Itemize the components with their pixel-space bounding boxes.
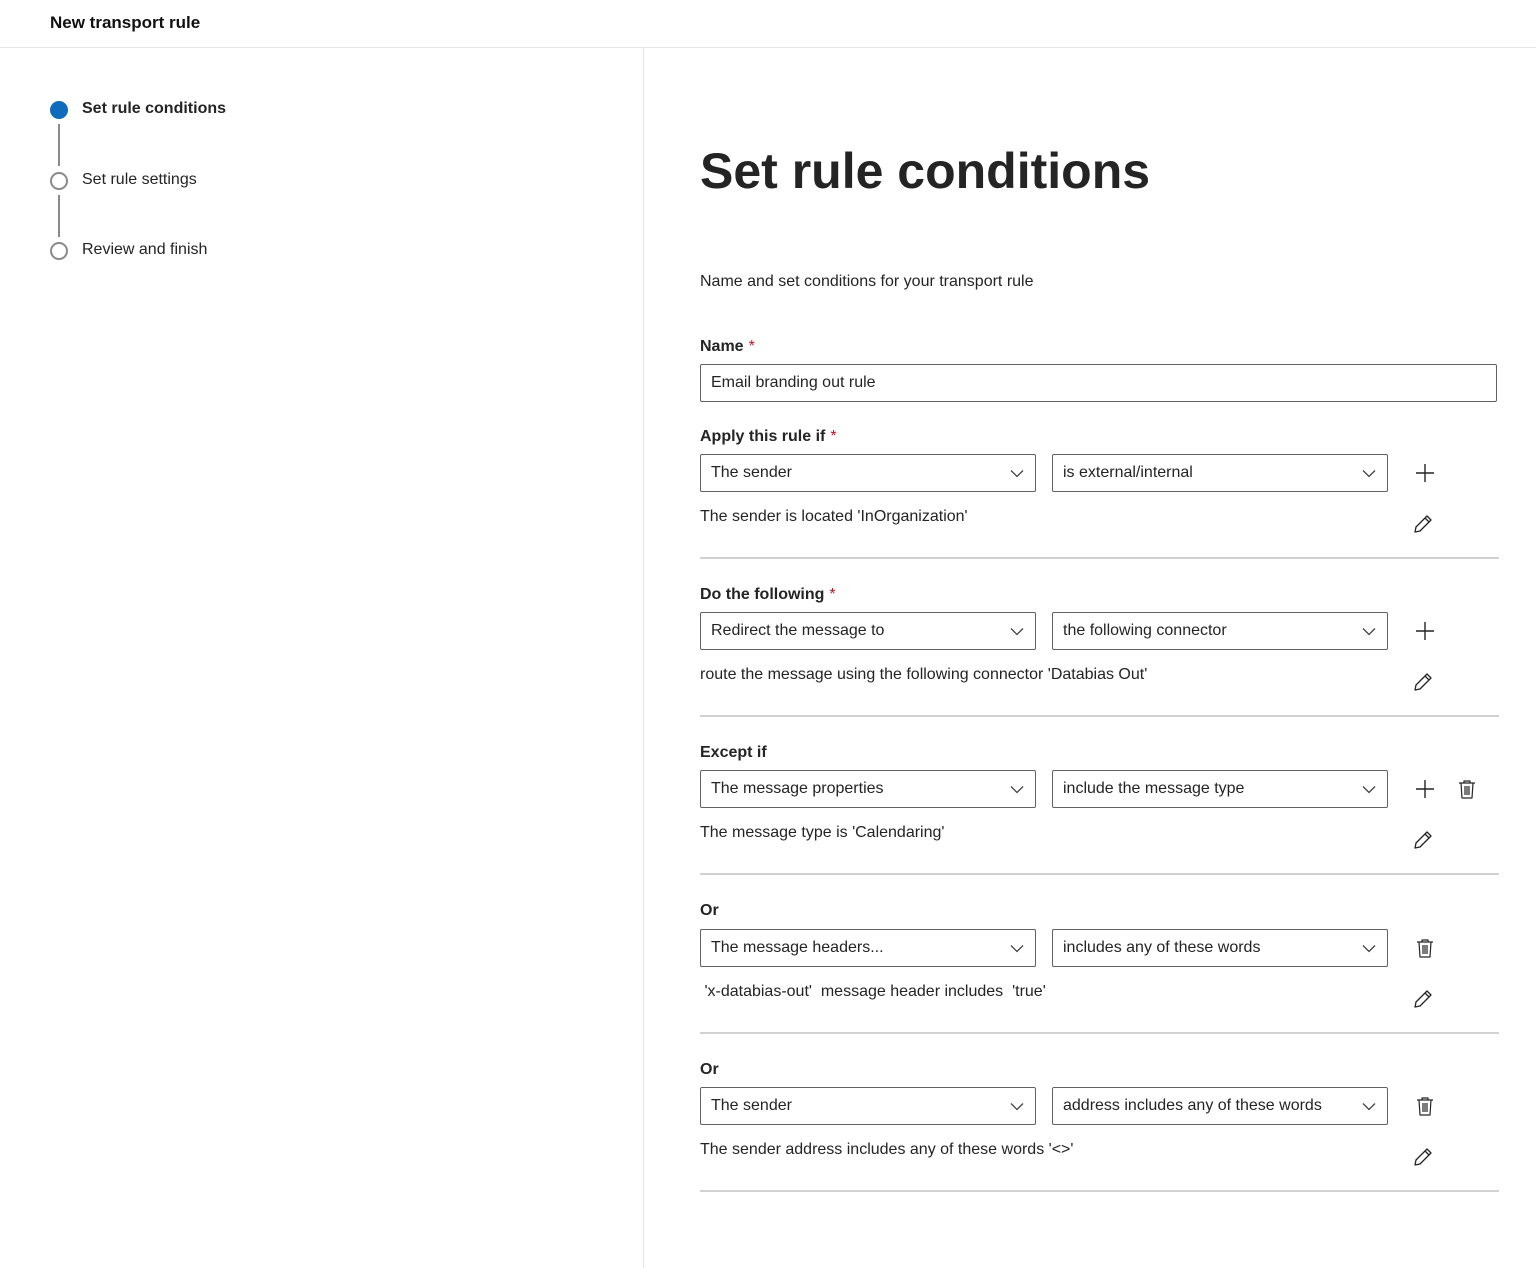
section-label-text: Do the following <box>700 586 825 603</box>
top-bar <box>0 0 1536 48</box>
or-label: Or <box>700 1061 719 1078</box>
panel-title: New transport rule <box>50 13 201 32</box>
chevron-down-icon <box>1360 939 1378 957</box>
action-summary: route the message using the following connector 'Databias Out' <box>700 666 1148 683</box>
step-active-indicator-icon <box>50 101 68 119</box>
section-separator <box>700 1032 1499 1034</box>
add-icon <box>1413 777 1437 801</box>
exception-summary: The sender address includes any of these words '<>' <box>700 1141 1074 1158</box>
exception-summary: The message type is 'Calendaring' <box>700 824 945 841</box>
delete-icon <box>1455 777 1479 801</box>
condition-predicate-dropdown[interactable] <box>1052 454 1388 492</box>
or-label: Or <box>700 902 719 919</box>
chevron-down-icon <box>1360 622 1378 640</box>
exception-subject-dropdown[interactable] <box>700 929 1036 967</box>
exception-predicate-dropdown[interactable] <box>1052 929 1388 967</box>
edit-icon <box>1411 512 1435 536</box>
add-exception-button[interactable] <box>1413 777 1437 801</box>
chevron-down-icon <box>1360 1097 1378 1115</box>
action-target-dropdown[interactable] <box>1052 612 1388 650</box>
chevron-down-icon <box>1008 622 1026 640</box>
step-label: Review and finish <box>82 241 208 258</box>
chevron-down-icon <box>1008 464 1026 482</box>
condition-summary: The sender is located 'InOrganization' <box>700 508 968 525</box>
section-label-text: Apply this rule if <box>700 428 826 445</box>
page-title: Set rule conditions <box>700 143 1151 199</box>
dropdown-value: the following connector <box>1063 622 1227 639</box>
delete-exception-button[interactable] <box>1413 1094 1437 1118</box>
chevron-down-icon <box>1008 780 1026 798</box>
rule-name-input[interactable]: Email branding out rule <box>700 364 1497 402</box>
section-separator <box>700 873 1499 875</box>
edit-exception-button[interactable] <box>1411 828 1435 852</box>
do-the-following-label <box>700 586 836 604</box>
exception-predicate-dropdown[interactable] <box>1052 770 1388 808</box>
exception-subject-dropdown[interactable] <box>700 770 1036 808</box>
name-label <box>700 338 755 356</box>
add-icon <box>1413 461 1437 485</box>
edit-condition-button[interactable] <box>1411 512 1435 536</box>
edit-icon <box>1411 670 1435 694</box>
chevron-down-icon <box>1008 939 1026 957</box>
exception-predicate-dropdown[interactable] <box>1052 1087 1388 1125</box>
dropdown-value: Redirect the message to <box>711 622 885 639</box>
except-if-label: Except if <box>700 744 767 761</box>
step-connector <box>58 124 60 166</box>
dropdown-value: The sender <box>711 1097 792 1114</box>
dropdown-value: The sender <box>711 464 792 481</box>
condition-subject-dropdown[interactable] <box>700 454 1036 492</box>
step-label: Set rule conditions <box>82 100 227 117</box>
edit-icon <box>1411 828 1435 852</box>
action-dropdown[interactable] <box>700 612 1036 650</box>
add-icon <box>1413 619 1437 643</box>
dropdown-value: address includes any of these words <box>1063 1097 1322 1114</box>
exception-summary: 'x-databias-out' message header includes 'true' <box>700 983 1046 1000</box>
add-action-button[interactable] <box>1413 619 1437 643</box>
edit-exception-button[interactable] <box>1411 1145 1435 1169</box>
dropdown-value: The message properties <box>711 780 884 797</box>
section-separator <box>700 557 1499 559</box>
chevron-down-icon <box>1360 780 1378 798</box>
section-separator <box>700 715 1499 717</box>
exception-subject-dropdown[interactable] <box>700 1087 1036 1125</box>
edit-exception-button[interactable] <box>1411 987 1435 1011</box>
delete-icon <box>1413 1094 1437 1118</box>
section-separator <box>700 1190 1499 1192</box>
edit-icon <box>1411 1145 1435 1169</box>
dropdown-value: is external/internal <box>1063 464 1193 481</box>
required-mark: * <box>830 428 837 445</box>
delete-exception-button[interactable] <box>1455 777 1479 801</box>
delete-exception-button[interactable] <box>1413 936 1437 960</box>
step-pending-indicator-icon <box>50 172 68 190</box>
add-condition-button[interactable] <box>1413 461 1437 485</box>
delete-icon <box>1413 936 1437 960</box>
name-label-text: Name <box>700 338 744 355</box>
step-label: Set rule settings <box>82 171 197 188</box>
edit-action-button[interactable] <box>1411 670 1435 694</box>
required-mark: * <box>829 586 836 603</box>
edit-icon <box>1411 987 1435 1011</box>
page-subtitle: Name and set conditions for your transport rule <box>700 273 1034 290</box>
chevron-down-icon <box>1360 464 1378 482</box>
dropdown-value: The message headers... <box>711 939 884 956</box>
step-connector <box>58 195 60 237</box>
dropdown-value: include the message type <box>1063 780 1245 797</box>
dropdown-value: includes any of these words <box>1063 939 1261 956</box>
apply-rule-if-label <box>700 428 837 446</box>
required-mark: * <box>748 338 755 355</box>
step-pending-indicator-icon <box>50 242 68 260</box>
panel-divider <box>643 48 644 1268</box>
chevron-down-icon <box>1008 1097 1026 1115</box>
